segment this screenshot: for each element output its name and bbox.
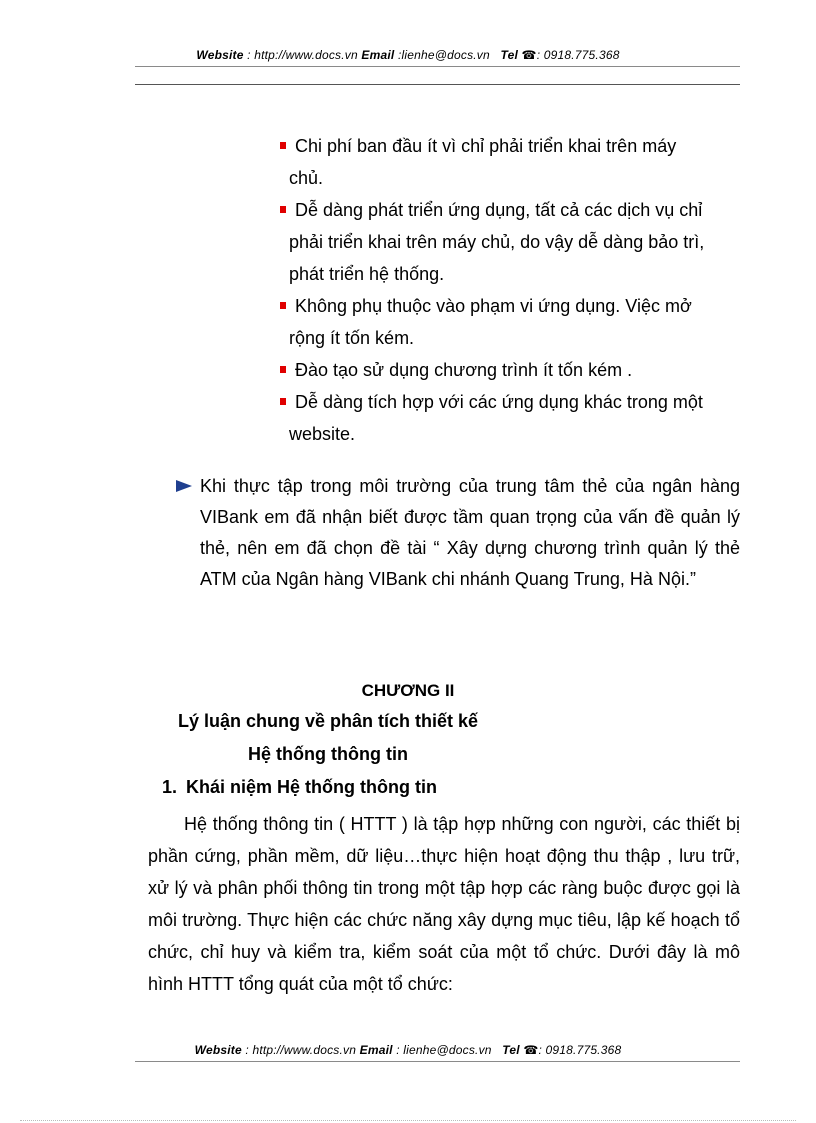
footer-rule: [135, 1061, 740, 1062]
list-item: Không phụ thuộc vào phạm vi ứng dụng. Việc mở rộng ít tốn kém.: [280, 290, 740, 354]
chapter-subtitle-line2: Hệ thống thông tin: [248, 744, 408, 764]
header-rule: [135, 84, 740, 85]
body-paragraph: Hệ thống thông tin ( HTTT ) là tập hợp những con người, các thiết bị phần cứng, phần mềm, dữ liệu…thực hiện hoạt động thu thập , lưu trữ, xử lý và phân phối thông tin trong một tập hợp các ràng buộc được gọi là môi trường. Thực hiện các chức năng xây dựng mục tiêu, lập kế hoạch tổ chức, chỉ huy và kiểm tra, kiểm soát của một tổ chức. Dưới đây là mô hình HTTT tổng quát của một tổ chức:: [148, 814, 740, 994]
footer-website-url[interactable]: : http://www.docs.vn: [245, 1043, 357, 1057]
section-heading: [162, 777, 437, 798]
header-email-value[interactable]: :lienhe@docs.vn: [397, 48, 490, 62]
list-item: Chi phí ban đầu ít vì chỉ phải triển khai trên máy chủ.: [280, 130, 740, 194]
page-footer: [0, 1043, 816, 1057]
header-tel-label: Tel: [500, 48, 518, 62]
footer-tel-value: : 0918.775.368: [538, 1043, 622, 1057]
red-square-bullet-icon: [280, 142, 286, 149]
header-rule-thin: [135, 66, 740, 67]
phone-icon: ☎: [523, 1043, 539, 1057]
footer-tel-label: Tel: [502, 1043, 520, 1057]
footer-website-label: Website: [194, 1043, 242, 1057]
header-email-label: Email: [361, 48, 395, 62]
header-tel-value: : 0918.775.368: [536, 48, 620, 62]
chapter-subtitle-line1: Lý luận chung về phân tích thiết kế: [178, 711, 479, 731]
arrow-paragraph: [176, 471, 740, 595]
footer-email-label: Email: [359, 1043, 393, 1057]
bullet-list: [280, 130, 740, 450]
red-square-bullet-icon: [280, 366, 286, 373]
arrow-bullet-icon: [176, 480, 192, 492]
list-item: Đào tạo sử dụng chương trình ít tốn kém .: [280, 354, 740, 386]
page-edge-divider: [20, 1120, 796, 1121]
header-website-url[interactable]: : http://www.docs.vn: [247, 48, 358, 62]
header-website-label: Website: [196, 48, 244, 62]
page-header: [0, 48, 816, 62]
red-square-bullet-icon: [280, 302, 286, 309]
section-title: Khái niệm Hệ thống thông tin: [186, 777, 437, 797]
red-square-bullet-icon: [280, 206, 286, 213]
arrow-paragraph-text: Khi thực tập trong môi trường của trung tâm thẻ của ngân hàng VIBank em đã nhận biết được tầm quan trọng của vấn đề quản lý thẻ, nên em đã chọn đề tài “ Xây dựng chương trình quản lý thẻ ATM của Ngân hàng VIBank chi nhánh Quang Trung, Hà Nội.”: [200, 476, 740, 589]
footer-email-value[interactable]: : lienhe@docs.vn: [396, 1043, 492, 1057]
section-number: 1.: [162, 777, 178, 797]
red-square-bullet-icon: [280, 398, 286, 405]
list-item: Dễ dàng phát triển ứng dụng, tất cả các dịch vụ chỉ phải triển khai trên máy chủ, do vậy dễ dàng bảo trì, phát triển hệ thống.: [280, 194, 740, 290]
list-item: Dễ dàng tích hợp với các ứng dụng khác trong một website.: [280, 386, 740, 450]
phone-icon: ☎: [521, 48, 537, 62]
chapter-title: CHƯƠNG II: [361, 681, 455, 700]
